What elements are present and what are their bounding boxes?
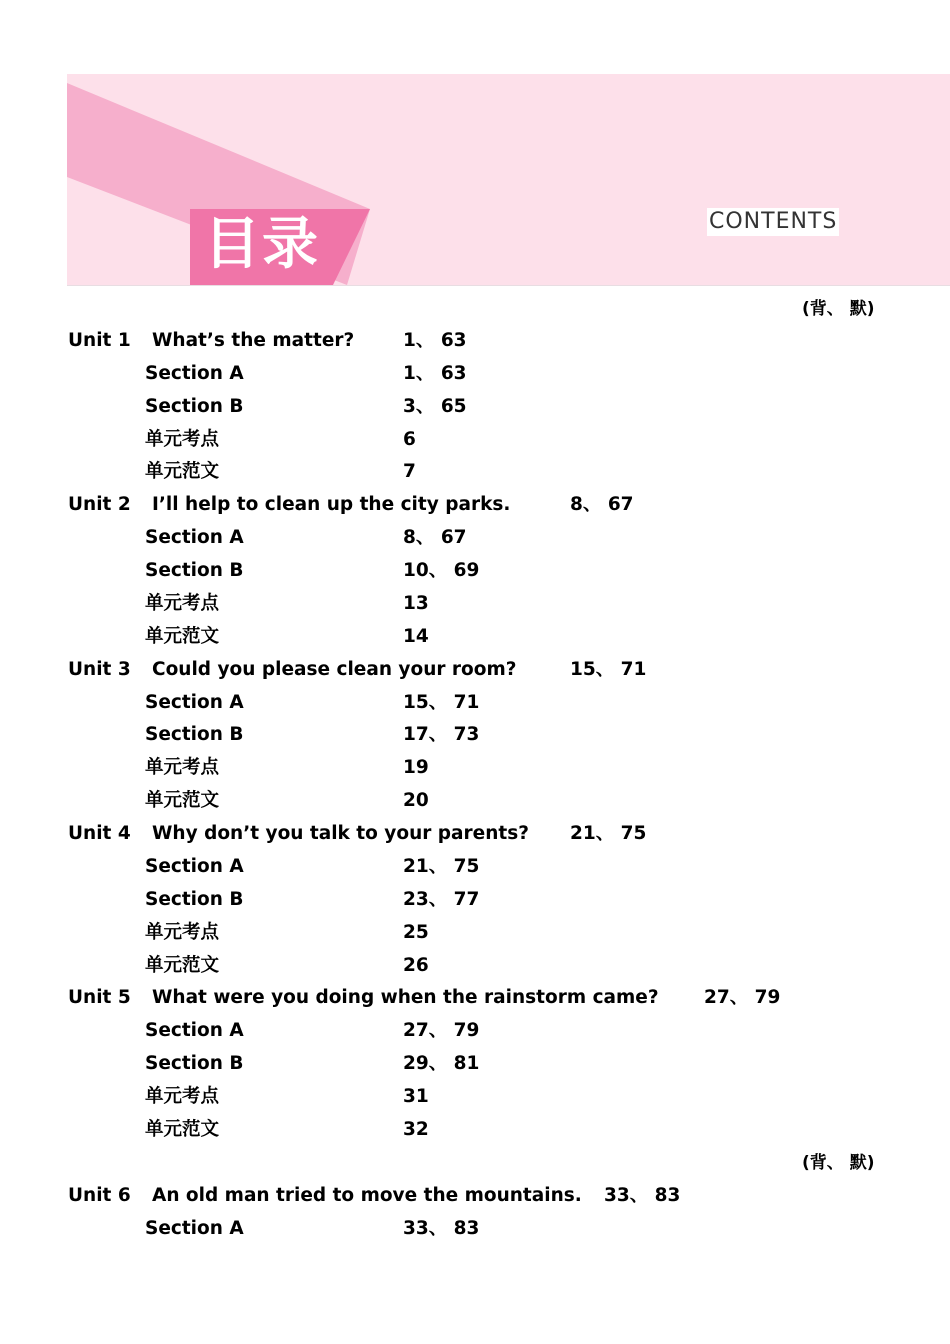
- section-label: 单元考点: [145, 922, 220, 943]
- section-row[interactable]: [0, 459, 950, 485]
- section-pages: 17、 73: [403, 724, 480, 745]
- section-row[interactable]: [0, 755, 950, 781]
- section-label: 单元范文: [145, 626, 220, 647]
- section-label: 单元范文: [145, 1119, 220, 1140]
- section-pages: 13: [403, 593, 429, 614]
- section-row[interactable]: [0, 854, 950, 880]
- section-row[interactable]: [0, 427, 950, 453]
- section-pages: 21、 75: [403, 856, 480, 877]
- unit-label: Unit 6: [68, 1185, 131, 1206]
- section-pages: 7: [403, 461, 416, 482]
- section-row[interactable]: [0, 788, 950, 814]
- unit-title: What were you doing when the rainstorm came?: [152, 987, 659, 1008]
- unit-pages: 15、 71: [570, 659, 647, 680]
- column-note: (背、 默): [802, 1153, 875, 1173]
- section-pages: 10、 69: [403, 560, 480, 581]
- unit-label: Unit 1: [68, 330, 131, 351]
- section-label: Section A: [145, 527, 244, 548]
- unit-pages: 21、 75: [570, 823, 647, 844]
- section-pages: 1、 63: [403, 363, 467, 384]
- section-label: Section B: [145, 560, 244, 581]
- unit-label: Unit 2: [68, 494, 131, 515]
- section-pages: 20: [403, 790, 429, 811]
- ribbon-decoration: [67, 74, 950, 285]
- unit-label: Unit 4: [68, 823, 131, 844]
- unit-title: An old man tried to move the mountains.: [152, 1185, 582, 1206]
- unit-row[interactable]: [0, 821, 950, 847]
- section-label: 单元考点: [145, 757, 220, 778]
- section-pages: 29、 81: [403, 1053, 480, 1074]
- unit-row[interactable]: [0, 328, 950, 354]
- section-pages: 8、 67: [403, 527, 467, 548]
- unit-row[interactable]: [0, 492, 950, 518]
- section-label: Section B: [145, 889, 244, 910]
- section-row[interactable]: [0, 558, 950, 584]
- header-banner: [67, 74, 950, 286]
- section-pages: 19: [403, 757, 429, 778]
- section-label: Section B: [145, 1053, 244, 1074]
- unit-row[interactable]: [0, 1183, 950, 1209]
- unit-row[interactable]: [0, 657, 950, 683]
- section-row[interactable]: [0, 690, 950, 716]
- unit-title: I’ll help to clean up the city parks.: [152, 494, 511, 515]
- section-label: Section A: [145, 363, 244, 384]
- unit-title: What’s the matter?: [152, 330, 355, 351]
- section-label: Section B: [145, 396, 244, 417]
- section-pages: 15、 71: [403, 692, 480, 713]
- section-pages: 26: [403, 955, 429, 976]
- section-label: Section A: [145, 1020, 244, 1041]
- section-row[interactable]: [0, 920, 950, 946]
- section-pages: 25: [403, 922, 429, 943]
- section-pages: 27、 79: [403, 1020, 480, 1041]
- section-label: 单元考点: [145, 1086, 220, 1107]
- unit-label: Unit 5: [68, 987, 131, 1008]
- section-label: 单元考点: [145, 593, 220, 614]
- section-pages: 23、 77: [403, 889, 480, 910]
- section-pages: 14: [403, 626, 429, 647]
- page-title-en: CONTENTS: [709, 209, 838, 234]
- section-row[interactable]: [0, 1084, 950, 1110]
- section-label: 单元范文: [145, 790, 220, 811]
- unit-title: Why don’t you talk to your parents?: [152, 823, 529, 844]
- section-row[interactable]: [0, 591, 950, 617]
- section-row[interactable]: [0, 722, 950, 748]
- section-pages: 33、 83: [403, 1218, 480, 1239]
- section-row[interactable]: [0, 1216, 950, 1242]
- section-row[interactable]: [0, 394, 950, 420]
- unit-pages: 33、 83: [604, 1185, 681, 1206]
- section-label: Section A: [145, 692, 244, 713]
- section-row[interactable]: [0, 887, 950, 913]
- section-label: Section B: [145, 724, 244, 745]
- section-pages: 31: [403, 1086, 429, 1107]
- section-label: 单元范文: [145, 461, 220, 482]
- section-row[interactable]: [0, 624, 950, 650]
- section-row[interactable]: [0, 953, 950, 979]
- section-row[interactable]: [0, 1051, 950, 1077]
- unit-pages: 8、 67: [570, 494, 634, 515]
- page-title-zh: 目录: [204, 212, 320, 277]
- unit-pages: 1、 63: [403, 330, 467, 351]
- section-row[interactable]: [0, 525, 950, 551]
- section-label: Section A: [145, 1218, 244, 1239]
- section-pages: 6: [403, 429, 416, 450]
- section-label: 单元范文: [145, 955, 220, 976]
- section-row[interactable]: [0, 1018, 950, 1044]
- section-label: Section A: [145, 856, 244, 877]
- unit-label: Unit 3: [68, 659, 131, 680]
- section-row[interactable]: [0, 1117, 950, 1143]
- section-label: 单元考点: [145, 429, 220, 450]
- unit-pages: 27、 79: [704, 987, 781, 1008]
- column-note: (背、 默): [802, 299, 875, 319]
- section-pages: 3、 65: [403, 396, 467, 417]
- unit-title: Could you please clean your room?: [152, 659, 517, 680]
- section-pages: 32: [403, 1119, 429, 1140]
- unit-row[interactable]: [0, 985, 950, 1011]
- section-row[interactable]: [0, 361, 950, 387]
